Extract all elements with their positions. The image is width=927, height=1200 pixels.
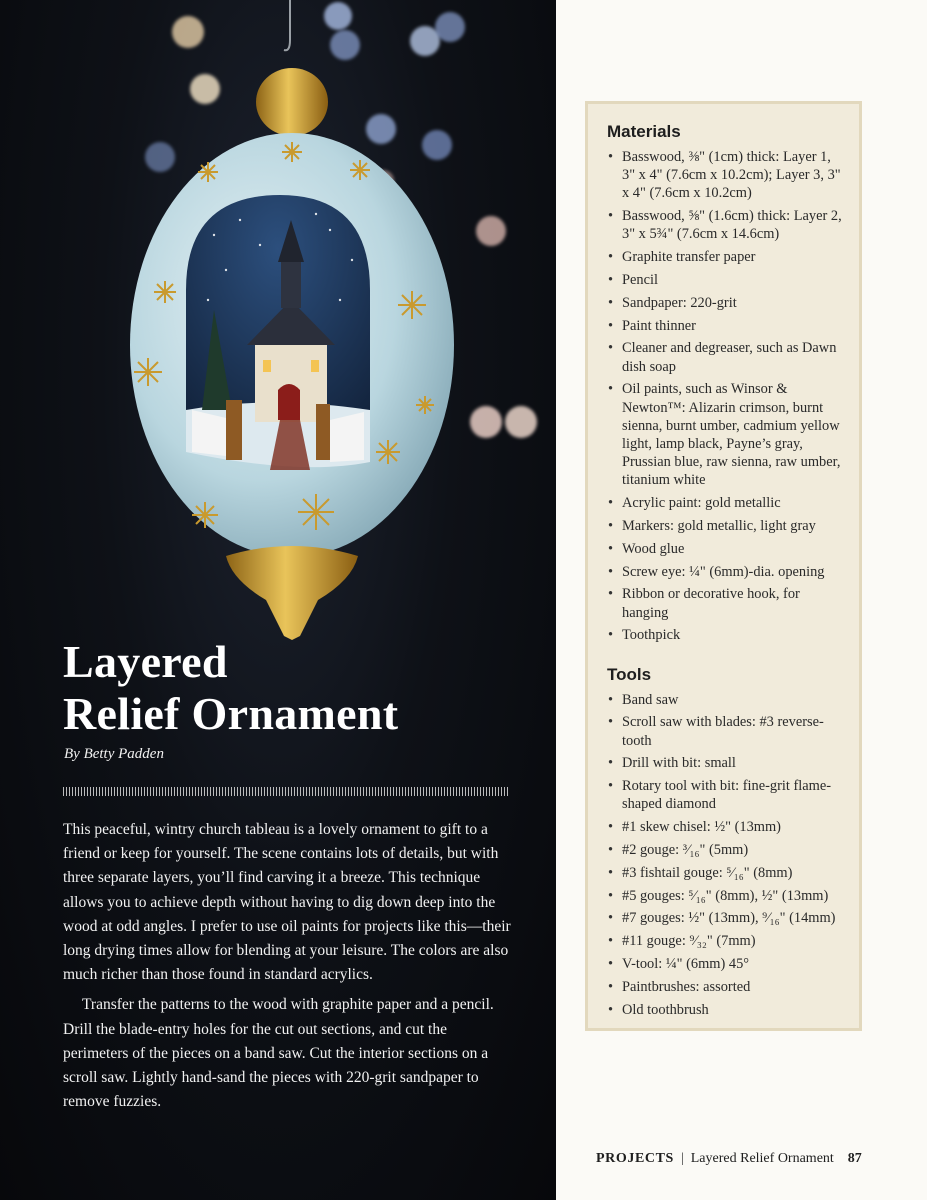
- list-item: • #7 gouges: ½" (13mm), ⁹⁄₁₆" (14mm): [607, 909, 845, 927]
- body-paragraph: This peaceful, wintry church tableau is a lovely ornament to gift to a friend or keep for yourself. The scene contains lots of details, but with three separate layers, you’ll find carving it a breeze. This technique allows you to achieve depth without having to dig down deep into the wood at odd angles. I prefer to use oil paints for projects like this—their long drying times allow for blending at your leisure. The colors are also much richer than those found in standard acrylics.: [63, 821, 511, 984]
- list-item: • Band saw: [607, 691, 845, 709]
- materials-heading: Materials: [607, 122, 681, 141]
- tools-list: [607, 691, 845, 1019]
- list-item: • Graphite transfer paper: [607, 248, 845, 266]
- title-line-2: Relief Ornament: [63, 688, 399, 739]
- list-item: • Acrylic paint: gold metallic: [607, 494, 845, 512]
- list-item: • Basswood, ⅜" (1cm) thick: Layer 1, 3" x 4" (7.6cm x 10.2cm); Layer 3, 3" x 4" (7.6cm x 10.2cm): [607, 148, 845, 203]
- list-item: • Screw eye: ¼" (6mm)-dia. opening: [607, 563, 845, 581]
- page-footer: [596, 1151, 862, 1167]
- list-item: • Markers: gold metallic, light gray: [607, 517, 845, 535]
- footer-section: PROJECTS: [596, 1151, 674, 1166]
- list-item: • #11 gouge: ⁹⁄₃₂" (7mm): [607, 932, 845, 950]
- list-item: • Sandpaper: 220-grit: [607, 294, 845, 312]
- list-item: • Cleaner and degreaser, such as Dawn dish soap: [607, 339, 845, 375]
- decorative-divider: [63, 787, 508, 796]
- materials-tools-sidebar: [585, 101, 862, 1031]
- list-item: • Toothpick: [607, 626, 845, 644]
- footer-separator: |: [680, 1151, 684, 1166]
- list-item: • V-tool: ¼" (6mm) 45°: [607, 955, 845, 973]
- list-item: • Basswood, ⅝" (1.6cm) thick: Layer 2, 3" x 5¾" (7.6cm x 14.6cm): [607, 207, 845, 243]
- list-item: • Paintbrushes: assorted: [607, 978, 845, 996]
- body-paragraph: Transfer the patterns to the wood with graphite paper and a pencil. Drill the blade-entry holes for the cut out sections, and cut the perimeters of the pieces on a band saw. Cut the interior sections on a scroll saw. Lightly hand-sand the pieces with 220-grit sandpaper to remove fuzzies.: [63, 996, 494, 1111]
- list-item: • Oil paints, such as Winsor & Newton™: Alizarin crimson, burnt sienna, burnt umber, cadmium yellow light, lamp black, Payne’s gray, Prussian blue, raw sienna, raw umber, titanium white: [607, 380, 845, 489]
- list-item: • Ribbon or decorative hook, for hanging: [607, 585, 845, 621]
- list-item: • #5 gouges: ⁵⁄₁₆" (8mm), ½" (13mm): [607, 887, 845, 905]
- title-line-1: Layered: [63, 636, 228, 687]
- list-item: • Rotary tool with bit: fine-grit flame-shaped diamond: [607, 777, 845, 813]
- materials-list: [607, 148, 845, 645]
- list-item: • Drill with bit: small: [607, 754, 845, 772]
- list-item: • Wood glue: [607, 540, 845, 558]
- ornament-photo-illustration: [0, 0, 556, 660]
- list-item: • Paint thinner: [607, 317, 845, 335]
- article-body: [63, 818, 515, 1120]
- article-title: [63, 636, 533, 740]
- list-item: • #2 gouge: ³⁄₁₆" (5mm): [607, 841, 845, 859]
- list-item: • Pencil: [607, 271, 845, 289]
- footer-page-title: Layered Relief Ornament: [690, 1151, 834, 1166]
- tools-heading: Tools: [607, 664, 652, 684]
- byline: By Betty Padden: [64, 746, 164, 762]
- list-item: • #3 fishtail gouge: ⁵⁄₁₆" (8mm): [607, 864, 845, 882]
- page-number: 87: [847, 1151, 862, 1166]
- list-item: • Scroll saw with blades: #3 reverse-tooth: [607, 713, 845, 749]
- list-item: • Old toothbrush: [607, 1001, 845, 1019]
- list-item: • #1 skew chisel: ½" (13mm): [607, 818, 845, 836]
